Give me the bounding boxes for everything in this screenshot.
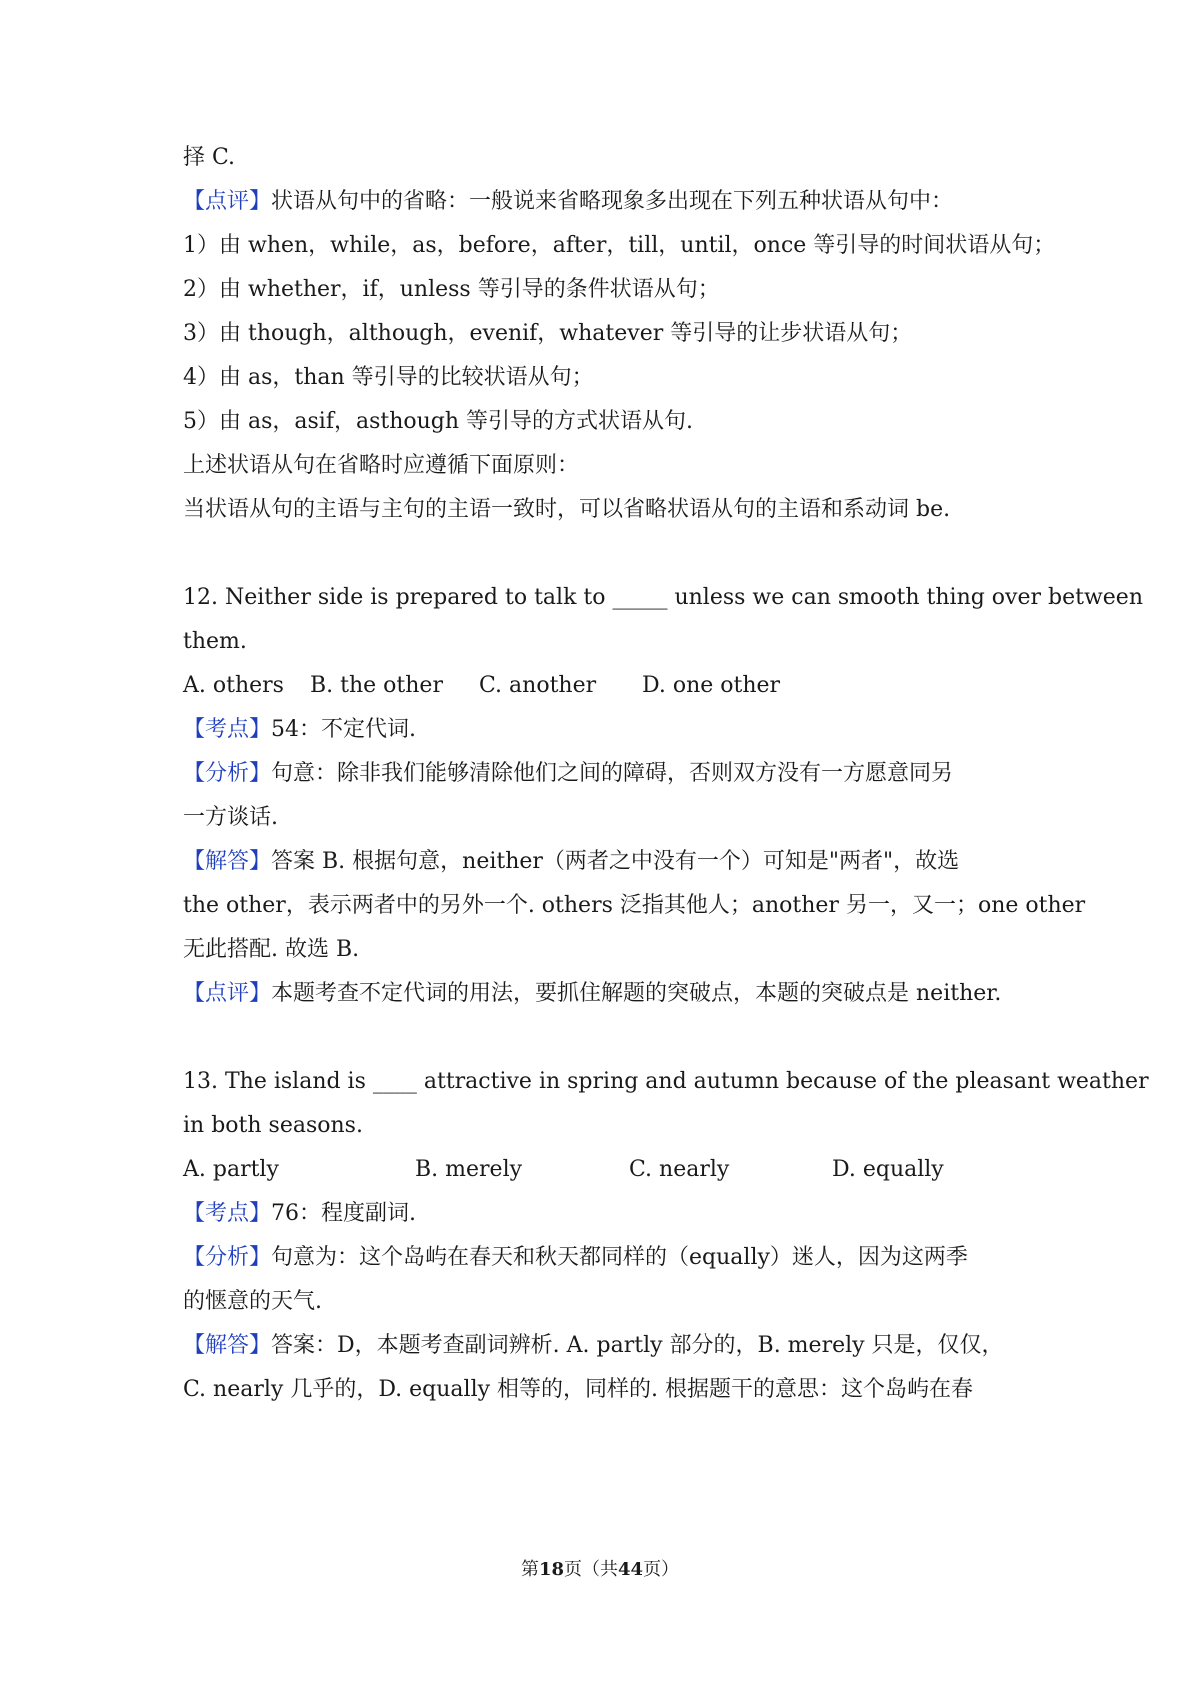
option-c: C. another <box>479 673 597 698</box>
q12-answer-cont: the other，表示两者中的另外一个. others 泛指其他人；another 另一，又一；one other <box>183 893 1086 918</box>
q12-point <box>183 715 416 745</box>
page-total: 44 <box>618 1559 644 1580</box>
q13-stem-cont: in both seasons. <box>183 1113 363 1138</box>
rule-line: 上述状语从句在省略时应遵循下面原则： <box>183 453 580 478</box>
list-item: 1）由 when，while，as，before，after，till，until，once 等引导的时间状语从句； <box>183 233 1056 258</box>
list-item: 2）由 whether，if，unless 等引导的条件状语从句； <box>183 277 720 302</box>
option-a: A. partly <box>183 1157 279 1182</box>
comment-line <box>183 187 953 217</box>
footer-mid: 页（共 <box>564 1559 618 1580</box>
analysis-text: 句意为：这个岛屿在春天和秋天都同样的（equally）迷人，因为这两季 <box>271 1245 968 1270</box>
comment-text: 本题考查不定代词的用法，要抓住解题的突破点，本题的突破点是 neither. <box>271 981 1002 1006</box>
q13-analysis <box>183 1243 968 1273</box>
option-d: D. one other <box>642 673 781 698</box>
q13-answer-cont: C. nearly 几乎的，D. equally 相等的，同样的. 根据题干的意思：这个岛屿在春 <box>183 1377 974 1402</box>
q13-options <box>183 1155 1028 1185</box>
option-b: B. merely <box>415 1157 523 1182</box>
q12-stem-cont: them. <box>183 629 247 654</box>
point-tag: 【考点】 <box>183 1201 272 1226</box>
comment-text: 状语从句中的省略：一般说来省略现象多出现在下列五种状语从句中： <box>271 189 954 214</box>
point-tag: 【考点】 <box>183 717 272 742</box>
answer-text: 答案：D，本题考查副词辨析. A. partly 部分的，B. merely 只是，仅仅， <box>271 1333 1004 1358</box>
point-text: 76：程度副词. <box>271 1201 417 1226</box>
comment-tag: 【点评】 <box>183 981 272 1006</box>
analysis-tag: 【分析】 <box>183 761 272 786</box>
answer-tag: 【解答】 <box>183 849 272 874</box>
option-b: B. the other <box>310 673 443 698</box>
page-footer <box>0 1558 1200 1582</box>
q12-stem: 12. Neither side is prepared to talk to _____ unless we can smooth thing over between <box>183 585 1143 610</box>
footer-post: 页） <box>643 1559 680 1580</box>
comment-tag: 【点评】 <box>183 189 272 214</box>
page-number: 18 <box>538 1559 564 1580</box>
q13-stem: 13. The island is ____ attractive in spring and autumn because of the pleasant weather <box>183 1069 1149 1094</box>
q12-answer-cont: 无此搭配. 故选 B. <box>183 937 360 962</box>
q12-analysis <box>183 759 953 789</box>
option-d: D. equally <box>832 1157 944 1182</box>
list-item: 4）由 as，than 等引导的比较状语从句； <box>183 365 594 390</box>
analysis-tag: 【分析】 <box>183 1245 272 1270</box>
q12-options <box>183 671 1028 701</box>
footer-pre: 第 <box>520 1559 539 1580</box>
q12-answer <box>183 847 959 877</box>
q13-answer <box>183 1331 1004 1361</box>
list-item: 5）由 as，asif，asthough 等引导的方式状语从句. <box>183 409 694 434</box>
point-text: 54：不定代词. <box>271 717 417 742</box>
q13-point <box>183 1199 416 1229</box>
option-c: C. nearly <box>629 1157 730 1182</box>
list-item: 3）由 though，although，evenif，whatever 等引导的让步状语从句； <box>183 321 913 346</box>
intro-line: 择 C. <box>183 145 236 170</box>
q13-analysis-cont: 的惬意的天气. <box>183 1289 322 1314</box>
analysis-text: 句意：除非我们能够清除他们之间的障碍，否则双方没有一方愿意同另 <box>271 761 954 786</box>
answer-text: 答案 B. 根据句意，neither（两者之中没有一个）可知是"两者"，故选 <box>271 849 960 874</box>
rule-line: 当状语从句的主语与主句的主语一致时，可以省略状语从句的主语和系动词 be. <box>183 497 951 522</box>
q12-comment <box>183 979 1001 1009</box>
answer-tag: 【解答】 <box>183 1333 272 1358</box>
q12-analysis-cont: 一方谈话. <box>183 805 278 830</box>
option-a: A. others <box>183 673 284 698</box>
